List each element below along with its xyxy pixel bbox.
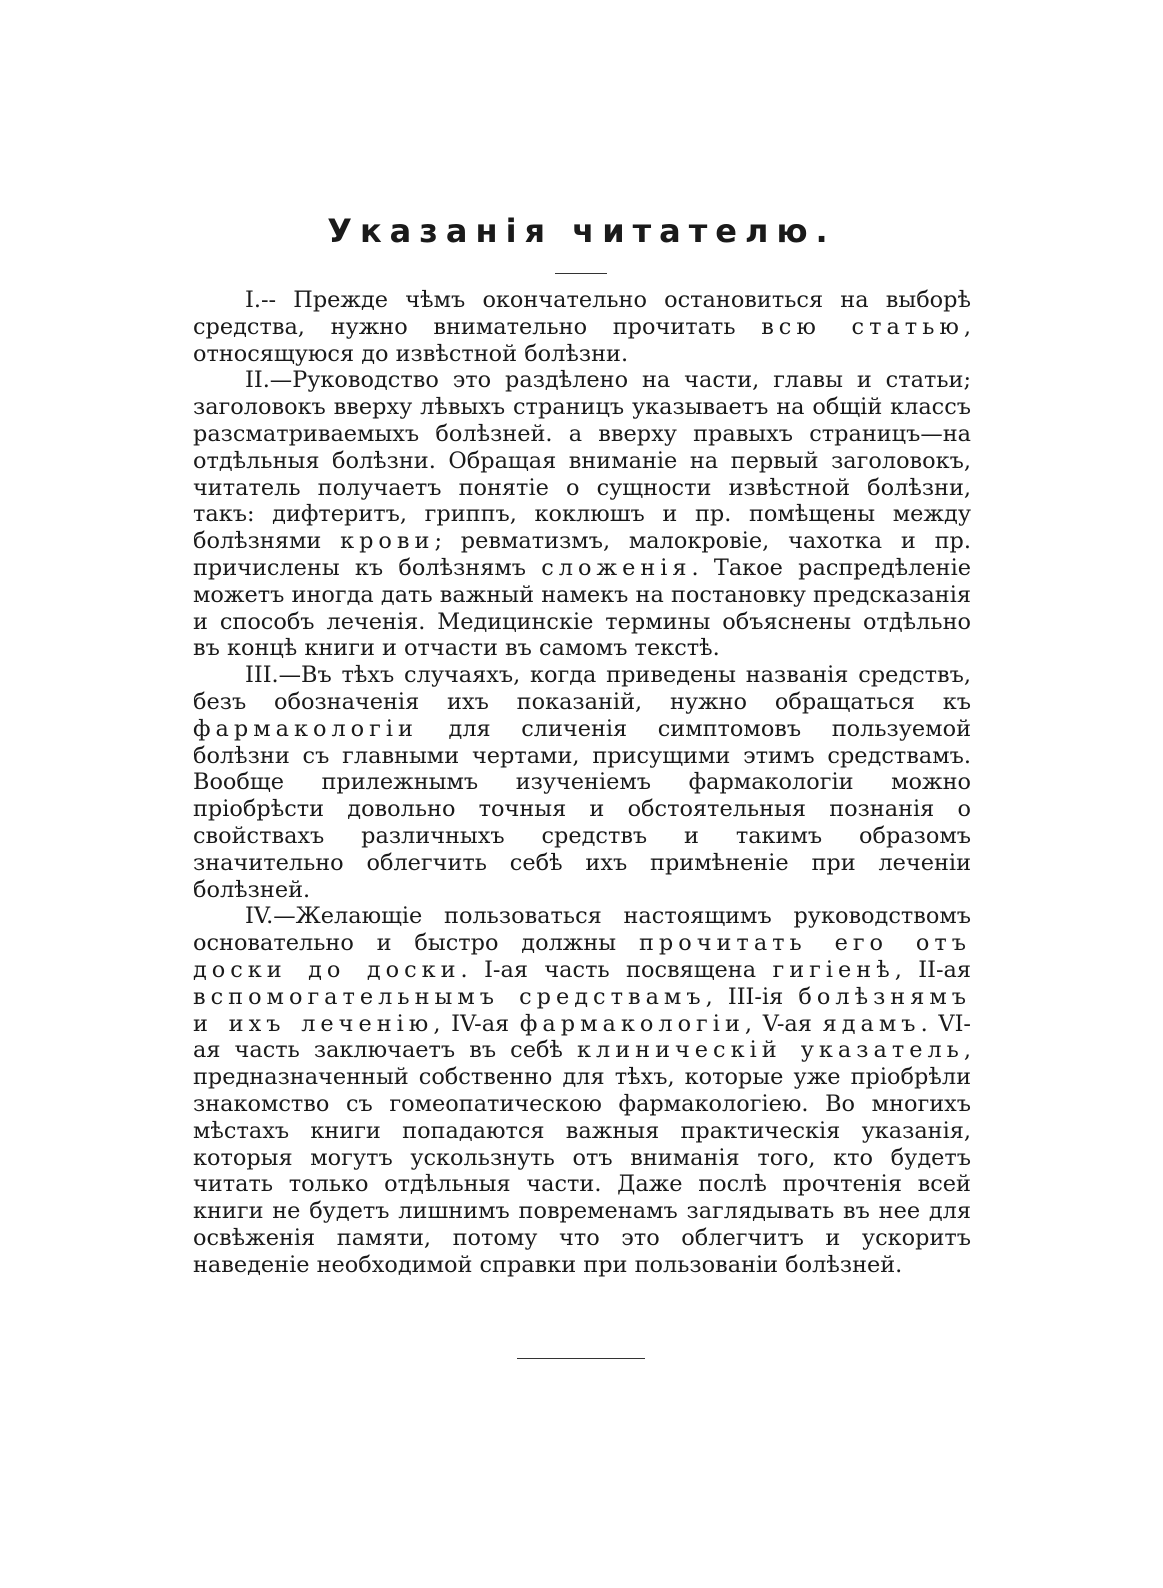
paragraph-3 xyxy=(193,662,971,903)
p4-spaced-emphasis-4: болѣзнямъ и ихъ леченію xyxy=(193,983,971,1037)
p4-spaced-emphasis-1: прочитать его отъ доски до доски xyxy=(193,930,971,983)
p4-text-k: , V-ая xyxy=(744,1010,823,1037)
p4-text-c: . I-ая часть посвящена xyxy=(460,956,773,983)
p2-text-c: ; ревматизмъ, малокровіе, чахотка и пр. причислены къ болѣзнямъ xyxy=(193,528,972,581)
p4-text-e: , II-ая xyxy=(894,956,971,983)
p4-spaced-emphasis-2: гигіенѣ xyxy=(772,956,895,983)
body-text xyxy=(193,287,971,1278)
p4-text-m: . VI-ая часть заключаетъ въ себѣ xyxy=(193,1010,971,1064)
end-divider xyxy=(517,1358,645,1359)
p4-text-a: IV.—Желающіе пользоваться настоящимъ руководствомъ основательно и быстро должны xyxy=(193,903,971,957)
p1-spaced-emphasis: всю статью xyxy=(761,313,964,340)
page-title: Указанія читателю. xyxy=(327,212,836,250)
p3-spaced-emphasis: фармакологіи xyxy=(193,715,418,742)
p4-text-i: , IV-ая xyxy=(433,1010,520,1037)
p4-text-g: , III-ія xyxy=(705,983,799,1010)
p1-text-c: , относящуюся до извѣстной болѣзни. xyxy=(193,313,971,367)
p3-text-a: III.—Въ тѣхъ случаяхъ, когда приведены названія средствъ, безъ обозначенія ихъ показаній, нужно обращаться къ xyxy=(193,662,971,715)
p4-text-o: , предназначенный собственно для тѣхъ, которые уже пріобрѣли знакомство съ гомеопатическою фармакологіею. Во многихъ мѣстахъ книги попадаются важныя практическія указанія, которыя могутъ ускользнуть отъ вниманія того, кто будетъ читать только отдѣльныя части. Даже послѣ прочтенія всей книги не будетъ лишнимъ повременамъ заглядывать въ нее для освѣженія памяти, потому что это облегчитъ и ускоритъ наведеніе необходимой справки при пользованіи болѣзней. xyxy=(193,1037,971,1278)
p2-text-a: II.—Руководство это раздѣлено на части, главы и статьи; заголовокъ вверху лѣвыхъ страницъ указываетъ на общій классъ разсматриваемыхъ болѣзней. а вверху правыхъ страницъ—на отдѣльныя болѣзни. Обращая вниманіе на первый заголовокъ, читатель получаетъ понятіе о сущности извѣстной болѣзни, такъ: дифтеритъ, гриппъ, коклюшъ и пр. помѣщены между болѣзнями xyxy=(193,367,971,555)
title-divider xyxy=(555,273,607,274)
p2-spaced-emphasis-1: крови xyxy=(340,528,435,555)
p2-spaced-emphasis-2: сложенія xyxy=(541,554,692,581)
p4-spaced-emphasis-5: фармакологіи xyxy=(519,1010,745,1037)
paragraph-4 xyxy=(193,903,971,1278)
p4-spaced-emphasis-3: вспомогательнымъ средствамъ xyxy=(193,983,706,1010)
p4-spaced-emphasis-6: ядамъ xyxy=(822,1010,921,1037)
p4-spaced-emphasis-7: клиническій указатель xyxy=(577,1037,964,1064)
p1-text-a: I.-- Прежде чѣмъ окончательно остановиться на выборѣ средства, нужно внимательно прочитать xyxy=(193,287,971,340)
p2-text-e: . Такое распредѣленіе можетъ иногда дать важный намекъ на постановку предсказанія и способъ леченія. Медицинскіе термины объяснены отдѣльно въ концѣ книги и отчасти въ самомъ текстѣ. xyxy=(193,554,971,662)
p3-text-c: для сличенія симптомовъ пользуемой болѣзни съ главными чертами, присущими этимъ средствамъ. Вообще прилежнымъ изученіемъ фармакологіи можно пріобрѣсти довольно точныя и обстоятельныя познанія о свойствахъ различныхъ средствъ и такимъ образомъ значительно облегчить себѣ ихъ примѣненіе при леченіи болѣзней. xyxy=(193,715,971,903)
paragraph-1 xyxy=(193,287,971,367)
paragraph-2 xyxy=(193,367,971,662)
